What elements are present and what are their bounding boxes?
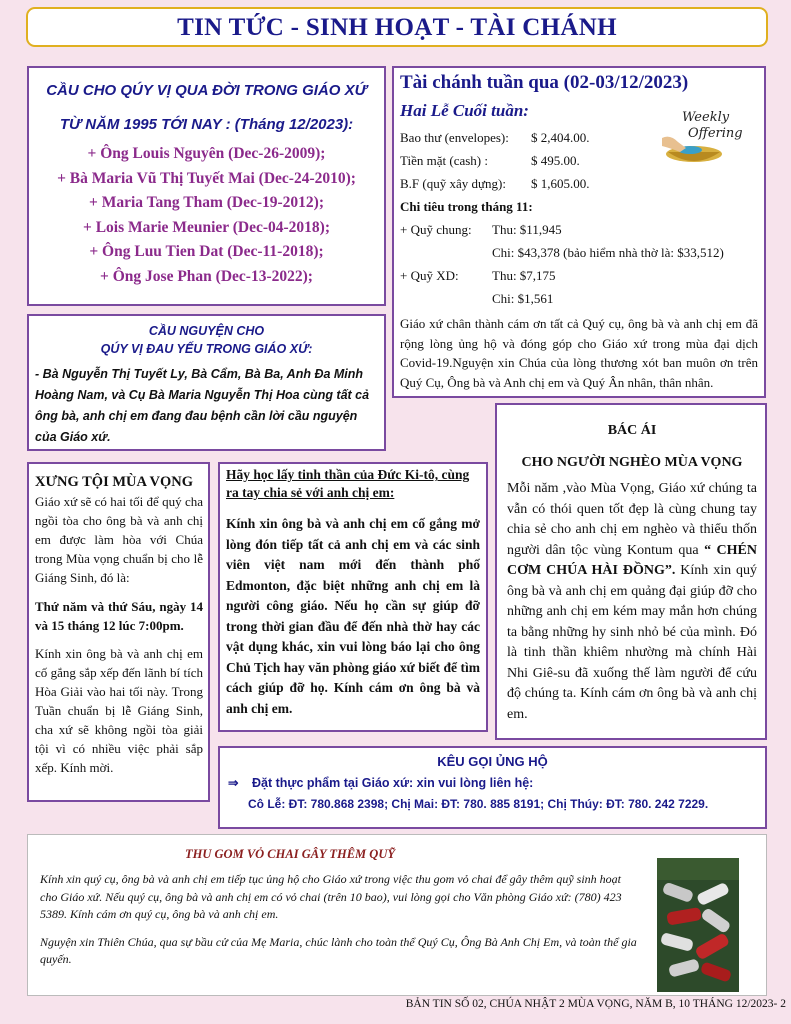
offering-label: Offering [688,126,743,141]
memorial-name: + Ông Luu Tien Dat (Dec-11-2018); [89,243,324,260]
finance-label: Tiền mặt (cash) : [400,153,488,168]
charity-body-after: Kính xin quý ông bà và anh chị em quảng đại giúp đỡ cho những anh chị em kém may mắn hơn chúng ta bằng những hy sinh nhỏ bé của mình. Đó là tinh thần khiêm nhường mà chính Hài Nhi Giê-su đã xuống thế làm người để cứu độ chúng ta. Kính cám ơn ông bà và anh chị em. [507,563,757,722]
finance-label: Bao thư (envelopes): [400,130,509,145]
offering-label: Weekly [682,110,730,125]
charity-title: BÁC ÁI [607,423,657,438]
charity-body-before: Mỗi năm ,vào Mùa Vọng, Giáo xứ chúng ta vẫn có thói quen tốt đẹp là cùng chung tay chia sẻ cho anh chị em nghèo và thiểu thốn người dân tộc vùng Kontum qua [507,481,757,558]
fund-out: Chi: $43,378 (bảo hiểm nhà thờ là: $33,512) [492,245,724,260]
prayer-body: - Bà Nguyễn Thị Tuyết Ly, Bà Cẩm, Bà Ba, Anh Đa Minh Hoàng Nam, và Cụ Bà Maria Nguyễn Thị Hoa cùng tất cả ông bà, anh chị em đang đau bệnh cần lời cầu nguyện của Giáo xứ. [35,367,370,444]
bottles-title: THU GOM VỎ CHAI GÂY THÊM QUỸ [185,847,395,861]
weekly-offering-icon [656,108,743,170]
bottles-photo [657,858,739,992]
finance-value: $ 1,605.00. [531,176,590,191]
prayer-title: CẦU NGUYỆN CHO [148,324,265,338]
finance-label: B.F (quỹ xây dựng): [400,176,506,191]
bottles-p1: Kính xin quý cụ, ông bà và anh chị em tiếp tục ủng hộ cho Giáo xứ trong việc thu gom vỏ chai để gây thêm quỹ sinh hoạt cho Giáo xứ. Nếu quý cụ, ông bà và anh chị em có vỏ chai (trên 10 bao), vui lòng gọi cho Văn phòng Giáo xứ: (780) 423 5389. Kính cám ơn quý cụ, ông bà và anh chị em. [40,872,622,921]
memorial-title: CẦU CHO QÚY VỊ QUA ĐỜI TRONG GIÁO XỨ [46,82,367,99]
fund-in: Thu: $7,175 [492,268,556,283]
charity-body [507,479,757,725]
appeal-title: KÊU GỌI ỦNG HỘ [437,754,548,769]
prayer-subtitle: QÚY VỊ ĐAU YẾU TRONG GIÁO XỨ: [100,342,313,356]
finance-title: Tài chánh tuần qua (02-03/12/2023) [400,72,689,93]
sharing-title: Hãy học lấy tinh thần của Đức Ki-tô, cùng ra tay chia sẻ với anh chị em: [226,467,470,500]
appeal-contacts: Cô Lễ: ĐT: 780.868 2398; Chị Mai: ĐT: 780. 885 8191; Chị Thúy: ĐT: 780. 242 7229. [248,797,709,811]
confession-title: XƯNG TỘI MÙA VỌNG [35,474,194,490]
confession-box [27,462,210,802]
appeal-line1: Đặt thực phẩm tại Giáo xứ: xin vui lòng liên hệ: [252,776,534,790]
memorial-name: + Ông Louis Nguyên (Dec-26-2009); [87,145,326,162]
confession-p3: Kính xin ông bà và anh chị em cố gắng sắp xếp đến lãnh bí tích Hòa Giải vào hai tối này. Trong Tuần chuẩn bị lễ Giáng Sinh, cha xứ sẽ không ngồi tòa giải tội vì có nhiều việc phải sắp xếp. Kính mời. [35,646,203,775]
bottles-box [27,834,767,996]
finance-value: $ 2,404.00. [531,130,590,145]
confession-p2: Thứ năm và thứ Sáu, ngày 14 và 15 tháng 12 lúc 7:00pm. [35,599,203,633]
footer-text: BẢN TIN SỐ 02, CHÚA NHẬT 2 MÙA VỌNG, NĂM B, 10 THÁNG 12/2023- 2 [405,998,786,1010]
prayer-box [27,314,386,451]
charity-box [495,403,767,740]
finance-thanks: Giáo xứ chân thành cám ơn tất cả Quý cụ, ông bà và anh chị em đã rộng lòng ủng hộ và đóng góp cho Giáo xứ trong mùa đại dịch Covid-19.Nguyện xin Chúa của lòng thương xót ban muôn ơn trên Quý Cụ, Ông bà và Anh chị em và Quý Ân nhân, thân nhân. [400,316,758,390]
fund-label: + Quỹ chung: [400,222,472,237]
memorial-name: + Maria Tang Tham (Dec-19-2012); [88,194,324,211]
memorial-box [27,66,386,306]
page-title: TIN TỨC - SINH HOẠT - TÀI CHÁNH [26,7,768,47]
appeal-box [218,746,767,829]
confession-p1: Giáo xứ sẽ có hai tối để quý cha ngồi tòa cho ông bà và anh chị em được làm hòa với Chúa trong Mùa vọng chuẩn bị cho lễ Giáng Sinh, đó là: [35,494,203,585]
sharing-box [218,462,488,732]
spend-title: Chi tiêu trong tháng 11: [400,199,533,214]
memorial-name: + Ông Jose Phan (Dec-13-2022); [100,267,313,285]
charity-subtitle: CHO NGƯỜI NGHÈO MÙA VỌNG [521,455,743,470]
finance-value: $ 495.00. [531,153,580,168]
fund-label: + Quỹ XD: [400,268,459,283]
finance-box [392,66,766,398]
memorial-name: + Bà Maria Vũ Thị Tuyết Mai (Dec-24-2010); [57,169,356,187]
finance-subtitle: Hai Lễ Cuối tuần: [400,101,529,120]
memorial-subtitle: TỪ NĂM 1995 TỚI NAY : (Tháng 12/2023): [59,116,354,133]
charity-highlight: “ CHÉN CƠM CHÚA HÀI ĐỒNG”. [507,542,758,578]
fund-out: Chi: $1,561 [492,291,554,306]
arrow-icon: ⇒ [228,776,239,790]
memorial-name: + Lois Marie Meunier (Dec-04-2018); [82,218,330,236]
bottles-p2: Nguyện xin Thiên Chúa, qua sự bầu cử của Mẹ Maria, chúc lành cho toàn thể Quý Cụ, Ông Bà Anh Chị Em, và toàn thể gia quyến. [40,934,637,966]
sharing-body: Kính xin ông bà và anh chị em cố gắng mở lòng đón tiếp tất cả anh chị em và các sinh viên việt nam mới đến thành phố Edmonton, đặc biệt những anh chị em là người công giáo. Nếu họ cần sự giúp đỡ trong thời gian đầu để đến nhà thờ hay các vật dụng khác, xin vui lòng báo lại cho ông Chủ Tịch hay văn phòng giáo xứ biết để tìm cách giúp đỡ họ. Kính cám ơn ông bà và anh chị em. [226,516,480,716]
fund-in: Thu: $11,945 [492,222,562,237]
